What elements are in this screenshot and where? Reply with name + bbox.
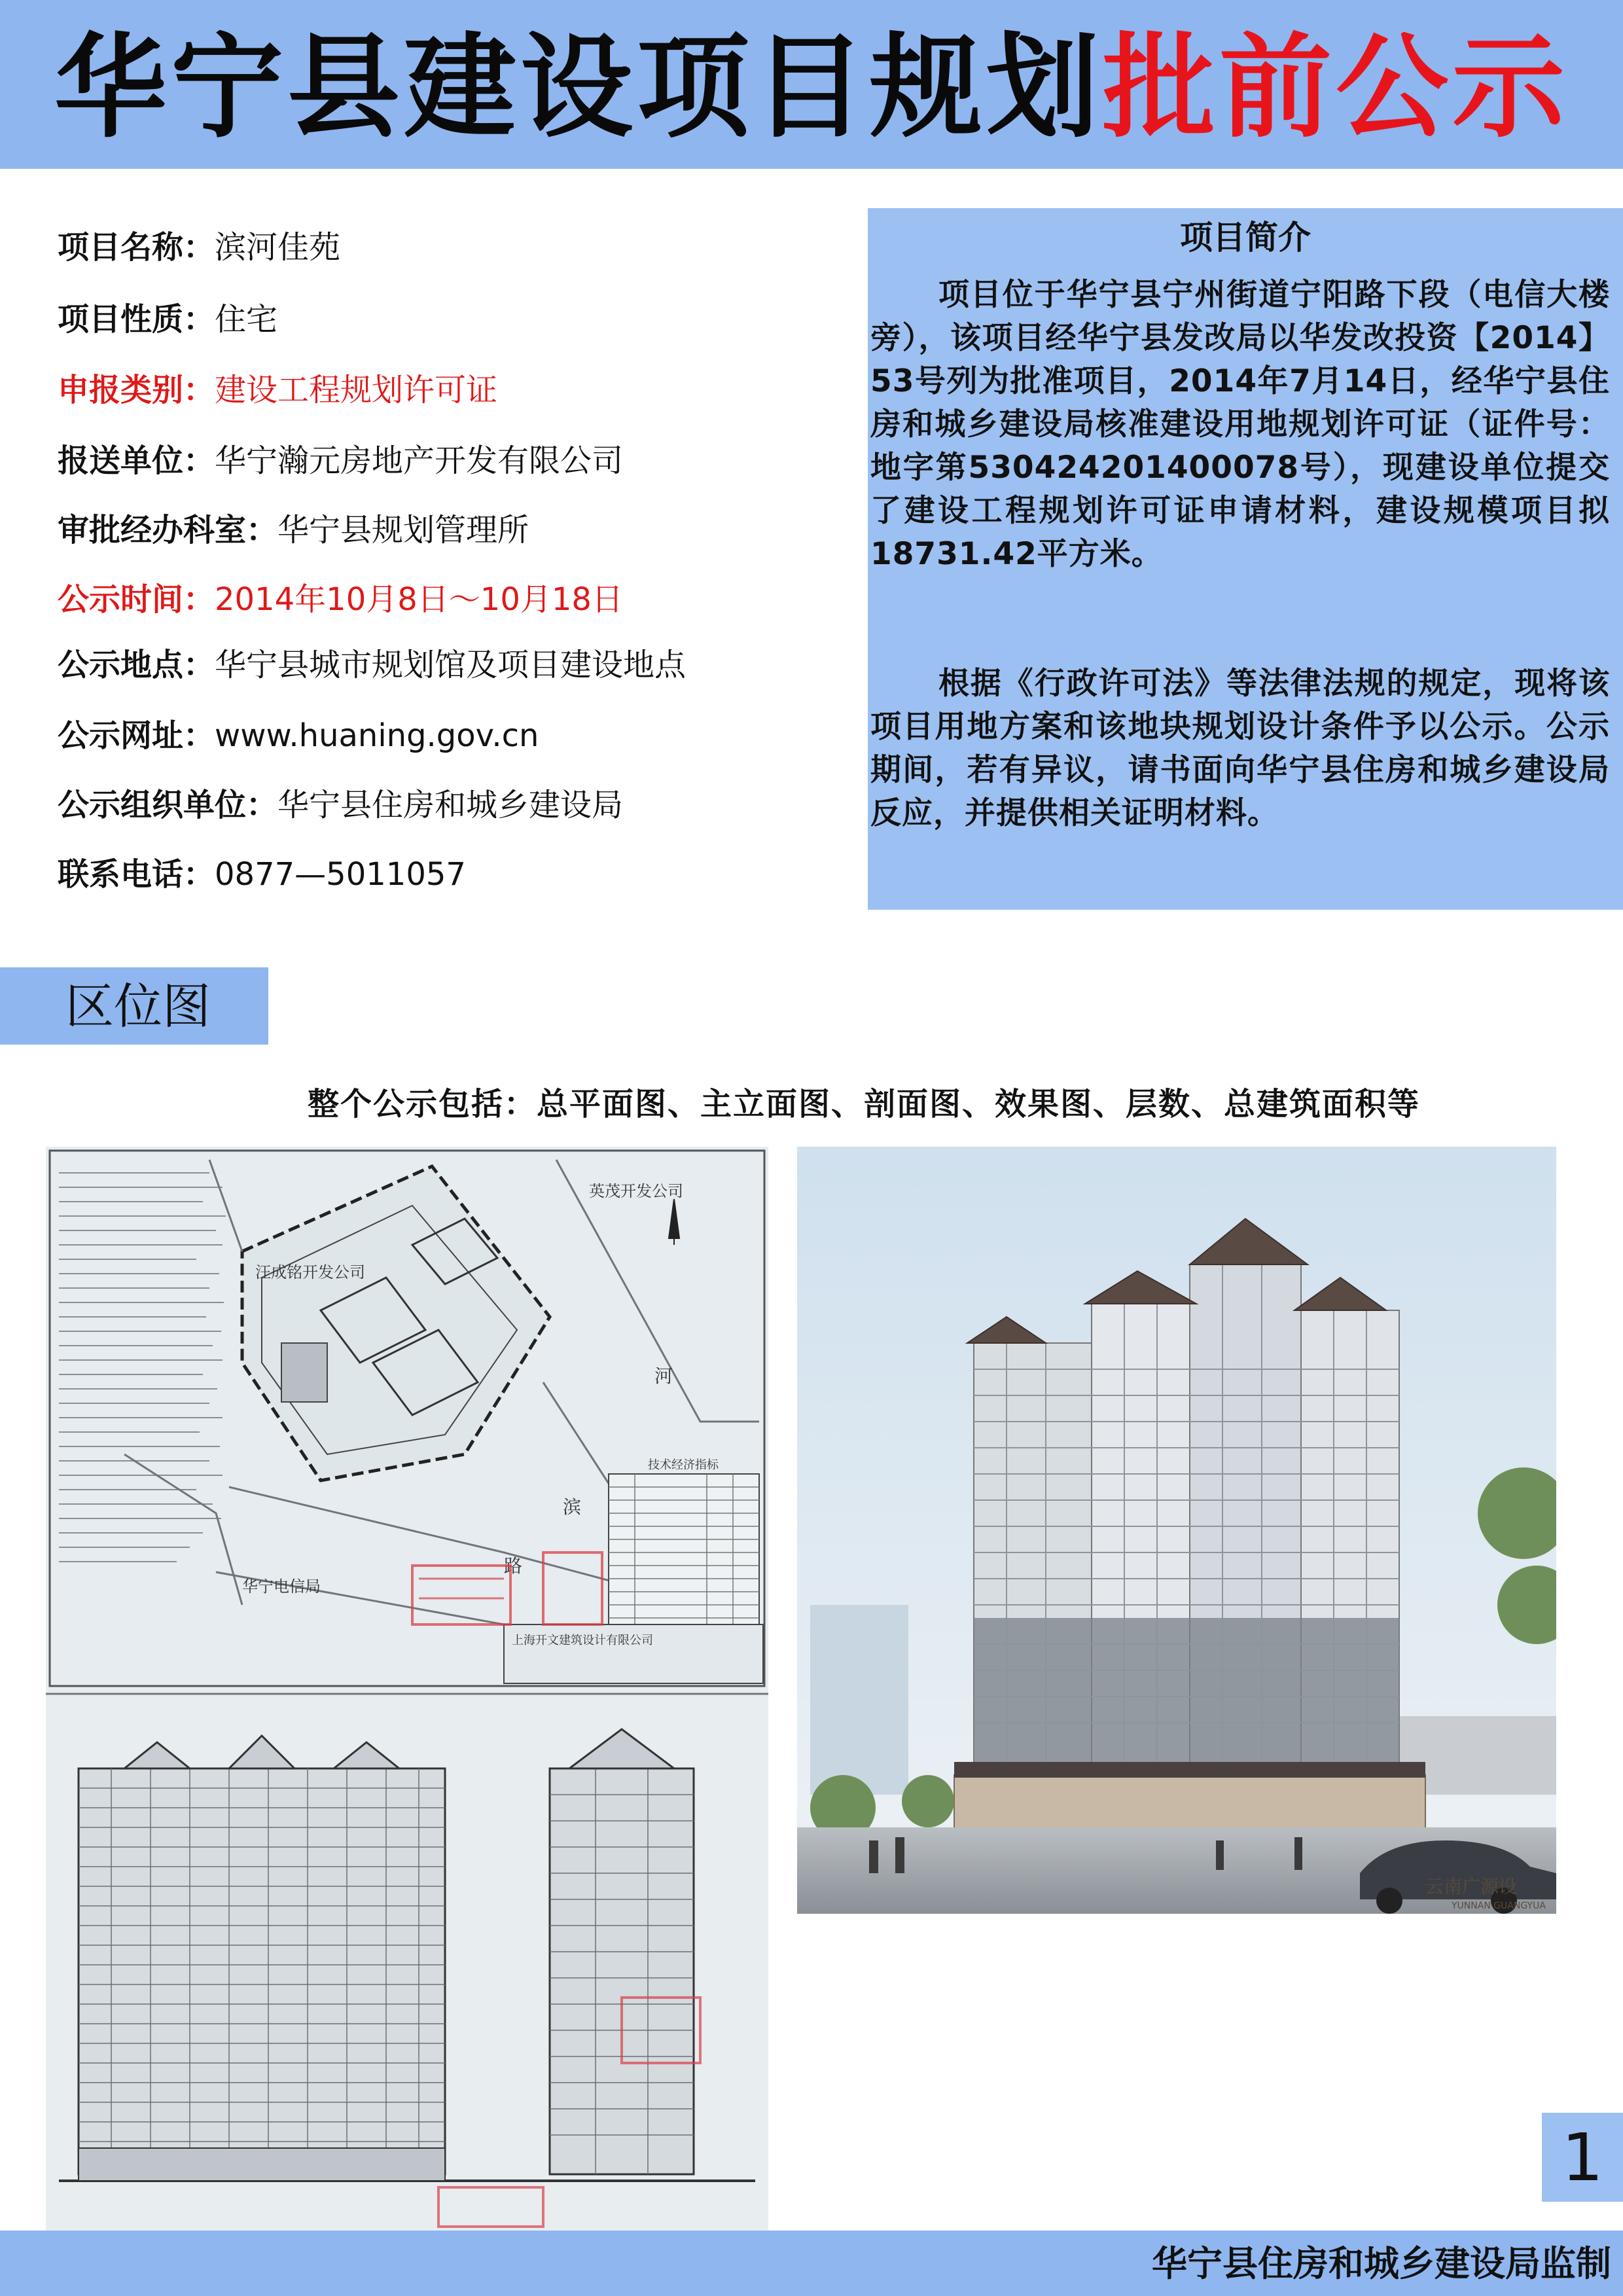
info-website [58, 716, 539, 755]
info-organizer [58, 785, 623, 825]
info-value: 住宅 [215, 301, 278, 338]
info-value: 华宁瀚元房地产开发有限公司 [215, 442, 624, 479]
site-plan-drawing [46, 1147, 768, 1690]
info-value: 0877—5011057 [215, 856, 466, 893]
project-intro-paragraph-2: 根据《行政许可法》等法律法规的规定，现将该项目用地方案和该地块规划设计条件予以公示。公示期间，若有异议，请书面向华宁县住房和城乡建设局反应，并提供相关证明材料。 [870, 666, 1610, 831]
site-label-river-1: 河 [654, 1365, 673, 1387]
info-application-type [58, 370, 497, 410]
info-publicity-location [58, 645, 686, 685]
building-rendering [797, 1147, 1556, 1914]
info-label: 项目名称： [58, 229, 215, 266]
info-project-name [58, 228, 340, 267]
info-label: 公示网址： [58, 717, 215, 754]
page-number: 1 [1561, 2119, 1603, 2196]
info-value: 滨河佳苑 [215, 229, 341, 266]
info-value: 华宁县住房和城乡建设局 [277, 787, 624, 823]
info-value: 2014年10月8日～10月18日 [215, 581, 623, 618]
info-label: 报送单位： [58, 442, 215, 479]
contents-note: 整个公示包括：总平面图、主立面图、剖面图、效果图、层数、总建筑面积等 [308, 1086, 1421, 1122]
project-intro-paragraph-1: 项目位于华宁县宁州街道宁阳路下段（电信大楼旁），该项目经华宁县发改局以华发改投资【2014】53号列为批准项目，2014年7月14日，经华宁县住房和城乡建设局核准建设用地规划许可证（证件号：地字第530424201400078号），现建设单位提交了建设工程规划许可证申请材料，建设规模项目拟18731.42平方米。 [870, 277, 1610, 572]
page-title [0, 20, 1623, 153]
site-label-road: 路 [504, 1555, 523, 1577]
section-tab-label: 区位图 [65, 978, 211, 1035]
tech-table-title: 技术经济指标 [648, 1458, 719, 1472]
site-label-company-ne: 英茂开发公司 [589, 1182, 683, 1200]
info-value: www.huaning.gov.cn [215, 717, 539, 754]
tech-table [609, 1458, 759, 1651]
rendering-watermark-en: YUNNAN GUANGYUA [1452, 1901, 1546, 1911]
title-black-part: 华宁县建设项目规划 [54, 20, 1103, 153]
info-value: 华宁县规划管理所 [277, 512, 529, 548]
info-label: 项目性质： [58, 301, 215, 338]
info-label: 申报类别： [58, 372, 215, 408]
elevation-svg [46, 1690, 768, 2232]
info-project-nature [58, 300, 277, 339]
info-submitting-unit [58, 441, 623, 480]
info-label: 联系电话： [58, 856, 215, 893]
info-label: 公示时间： [58, 581, 215, 618]
info-phone [58, 855, 466, 894]
site-plan-svg [46, 1147, 768, 1690]
elevation-drawing [46, 1690, 768, 2232]
site-label-river-2: 滨 [563, 1496, 582, 1518]
info-label: 公示组织单位： [58, 787, 278, 823]
info-label: 公示地点： [58, 647, 215, 683]
info-label: 审批经办科室： [58, 512, 278, 548]
info-value: 建设工程规划许可证 [215, 372, 498, 408]
info-approval-office [58, 511, 529, 550]
site-label-telecom: 华宁电信局 [242, 1577, 321, 1596]
rendering-svg [797, 1147, 1556, 1914]
title-red-part: 批前公示 [1103, 20, 1569, 153]
site-label-designer: 上海开文建筑设计有限公司 [512, 1634, 653, 1647]
rendering-watermark-cn: 云南广源设 [1425, 1876, 1518, 1897]
info-value: 华宁县城市规划馆及项目建设地点 [215, 647, 687, 683]
site-label-company-nw: 汪成铭开发公司 [255, 1263, 365, 1282]
footer-text: 华宁县住房和城乡建设局监制 [1152, 2242, 1611, 2284]
info-publicity-time [58, 580, 623, 619]
project-intro-heading: 项目简介 [1180, 219, 1311, 257]
